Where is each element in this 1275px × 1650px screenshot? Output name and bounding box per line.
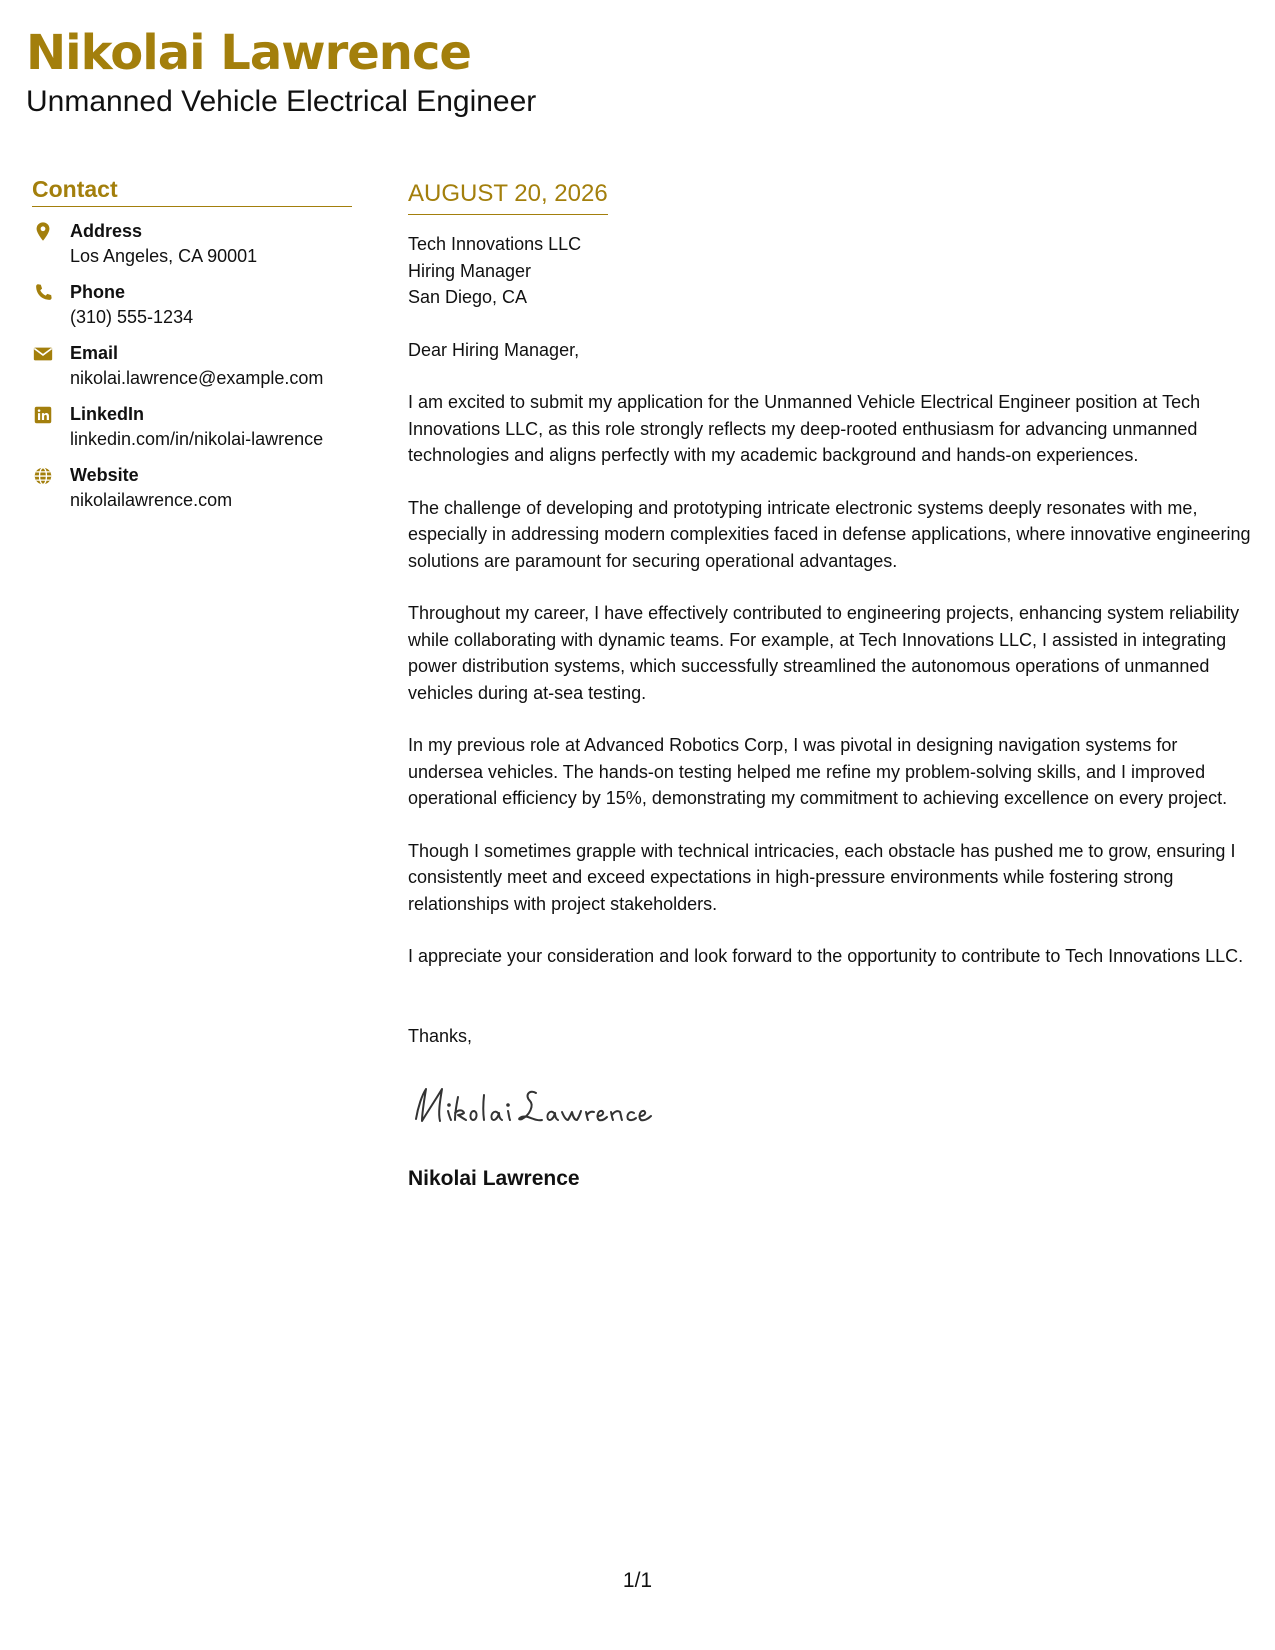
job-title: Unmanned Vehicle Electrical Engineer [26, 85, 537, 118]
globe-icon [32, 465, 54, 487]
letter-header [26, 22, 536, 120]
body-paragraph: The challenge of developing and prototyping intricate electronic systems deeply resonates with me, especially in addressing modern complexities faced in defense applications, where innovative engineering solutions are paramount for securing operational advantages. [408, 497, 1251, 571]
contact-sidebar [32, 174, 352, 524]
body-paragraph: Though I sometimes grapple with technical intricacies, each obstacle has pushed me to grow, ensuring I consistently meet and exceed expectations in high-pressure environments while fostering strong relationships with project stakeholders. [408, 840, 1236, 914]
body-paragraph: I appreciate your consideration and look forward to the opportunity to contribute to Tech Innovations LLC. [408, 946, 1244, 966]
page-number: 1/1 [622, 1569, 653, 1592]
contact-label: Email [70, 343, 119, 363]
recipient-company: Tech Innovations LLC [408, 234, 582, 254]
recipient-title: Hiring Manager [408, 260, 532, 281]
salutation: Dear Hiring Manager, [408, 339, 580, 360]
envelope-icon [32, 343, 54, 365]
contact-value: Los Angeles, CA 90001 [70, 246, 258, 266]
contact-website [32, 463, 352, 513]
contact-value[interactable]: nikolailawrence.com [70, 490, 233, 510]
phone-icon [32, 282, 54, 304]
contact-linkedin [32, 402, 352, 452]
body-paragraph: I am excited to submit my application for the Unmanned Vehicle Electrical Engineer position at Tech Innovations LLC, as this role strongly reflects my deep-rooted enthusiasm for advancing unmanned technologies and aligns perfectly with my academic background and hands-on experiences. [408, 392, 1201, 465]
signature-image [408, 1077, 678, 1133]
contact-email [32, 341, 352, 391]
signer-name: Nikolai Lawrence [408, 1166, 580, 1190]
candidate-name: Nikolai Lawrence [26, 25, 471, 81]
closing: Thanks, [408, 1025, 473, 1046]
contact-label: Website [70, 465, 139, 485]
contact-value: (310) 555-1234 [70, 307, 194, 327]
contact-value[interactable]: nikolai.lawrence@example.com [70, 368, 324, 388]
contact-address [32, 219, 352, 269]
contact-label: LinkedIn [70, 404, 145, 424]
contact-label: Address [70, 221, 143, 241]
body-paragraph: Throughout my career, I have effectively contributed to engineering projects, enhancing system reliability while collaborating with dynamic teams. For example, at Tech Innovations LLC, I assisted in integrating power distribution systems, which successfully streamlined the autonomous operations of unmanned vehicles during at-sea testing. [408, 603, 1240, 703]
contact-heading: Contact [32, 174, 352, 207]
contact-phone [32, 280, 352, 330]
letter-date: AUGUST 20, 2026 [408, 178, 608, 215]
recipient-block [408, 231, 1253, 311]
linkedin-icon [32, 404, 54, 426]
map-pin-icon [32, 221, 54, 243]
contact-label: Phone [70, 282, 126, 302]
letter-body [408, 178, 1253, 1193]
body-paragraph: In my previous role at Advanced Robotics Corp, I was pivotal in designing navigation systems for undersea vehicles. The hands-on testing helped me refine my problem-solving skills, and I improved operational efficiency by 15%, demonstrating my commitment to achieving excellence on every project. [408, 735, 1228, 808]
recipient-location: San Diego, CA [408, 287, 528, 307]
contact-value[interactable]: linkedin.com/in/nikolai-lawrence [70, 429, 324, 449]
